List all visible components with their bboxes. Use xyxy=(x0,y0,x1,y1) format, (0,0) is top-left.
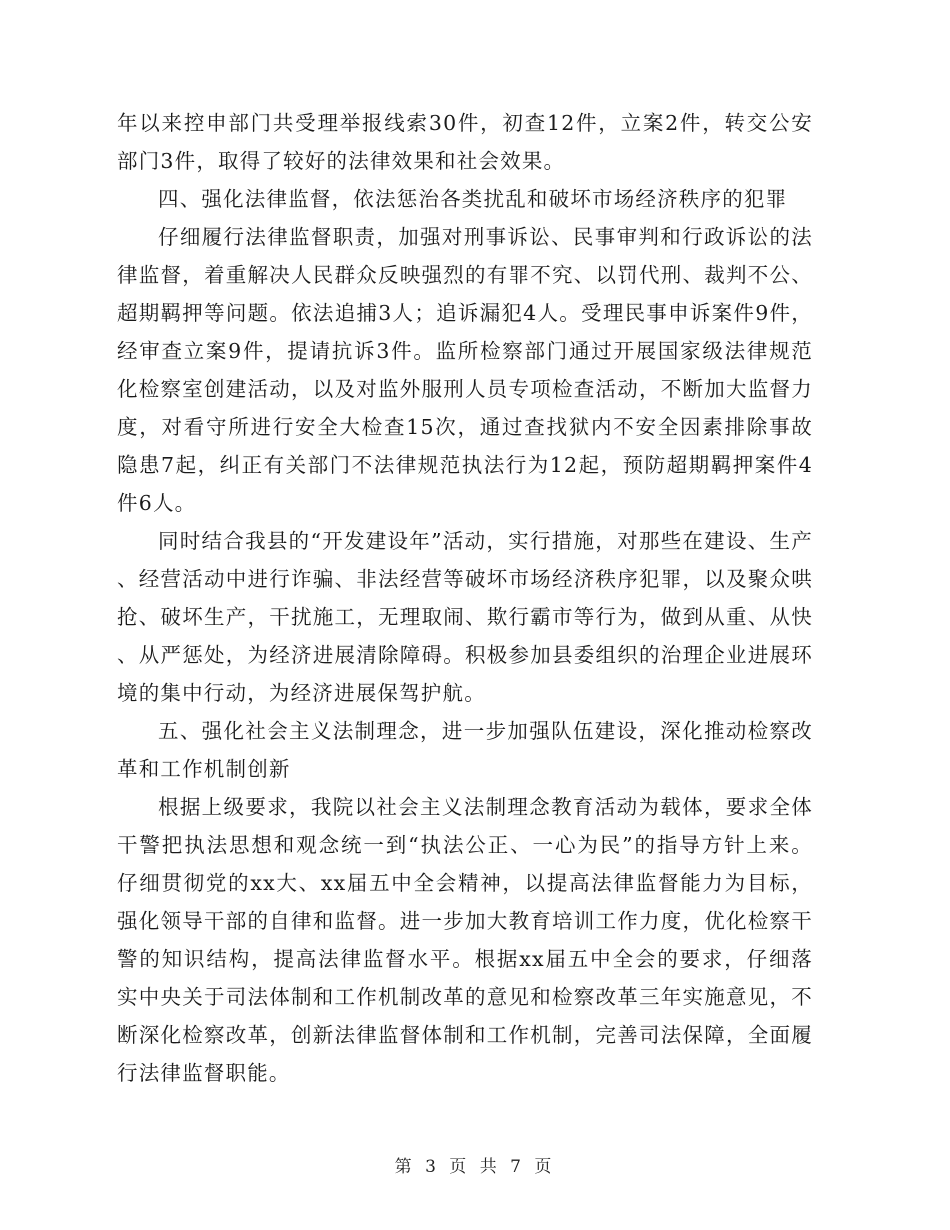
paragraph-reform: 根据上级要求，我院以社会主义法制理念教育活动为载体，要求全体干警把执法思想和观念统一到“执法公正、一心为民”的指导方针上来。仔细贯彻党的xx大、xx届五中全会精神，以提高法律监督能力为目标，强化领导干部的自律和监督。进一步加大教育培训工作力度，优化检察干警的知识结构，提高法律监督水平。根据xx届五中全会的要求，仔细落实中央关于司法体制和工作机制改革的意见和检察改革三年实施意见，不断深化检察改革，创新法律监督体制和工作机制，完善司法保障，全面履行法律监督职能。 xyxy=(117,795,813,1085)
paragraph-continuation: 年以来控申部门共受理举报线索30件，初查12件，立案2件，转交公安部门3件，取得了较好的法律效果和社会效果。 xyxy=(117,111,813,173)
page-number-footer: 第 3 页 共 7 页 xyxy=(394,1157,556,1177)
paragraph-development-year: 同时结合我县的“开发建设年”活动，实行措施，对那些在建设、生产、经营活动中进行诈骗、非法经营等破坏市场经济秩序犯罪，以及聚众哄抢、破坏生产，干扰施工，无理取闹、欺行霸市等行为，做到从重、从快、从严惩处，为经济进展清除障碍。积极参加县委组织的治理企业进展环境的集中行动，为经济进展保驾护航。 xyxy=(117,529,813,705)
paragraph-supervision: 仔细履行法律监督职责，加强对刑事诉讼、民事审判和行政诉讼的法律监督，着重解决人民群众反映强烈的有罪不究、以罚代刑、裁判不公、超期羁押等问题。依法追捕3人；追诉漏犯4人。受理民事申诉案件9件，经审查立案9件，提请抗诉3件。监所检察部门通过开展国家级法律规范化检察室创建活动，以及对监外服刑人员专项检查活动，不断加大监督力度，对看守所进行安全大检查15次，通过查找狱内不安全因素排除事故隐患7起，纠正有关部门不法律规范执法行为12起，预防超期羁押案件4件6人。 xyxy=(117,225,813,515)
section-heading-five: 五、强化社会主义法制理念，进一步加强队伍建设，深化推动检察改革和工作机制创新 xyxy=(117,719,813,781)
document-body xyxy=(117,104,813,1092)
section-heading-four: 四、强化法律监督，依法惩治各类扰乱和破坏市场经济秩序的犯罪 xyxy=(158,187,788,211)
